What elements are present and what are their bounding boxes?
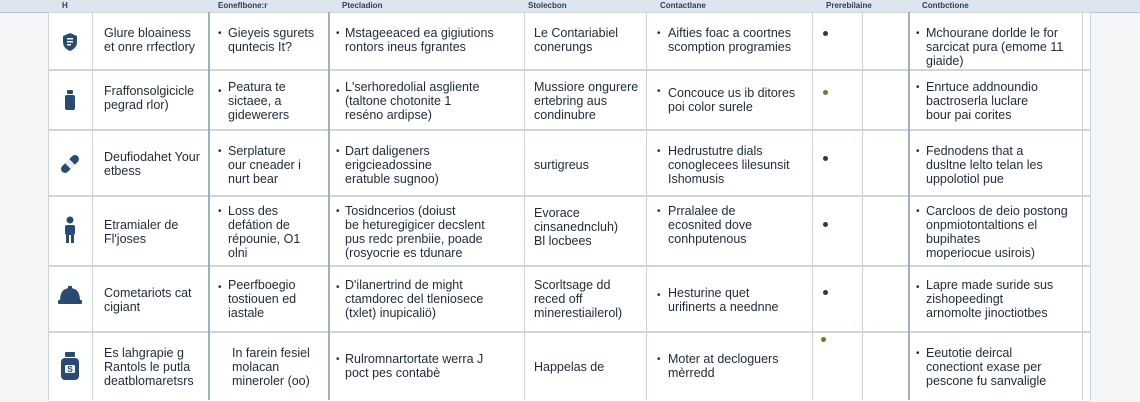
col-divider	[812, 12, 813, 400]
header-col-8: Contbctione	[922, 1, 969, 10]
header-col-5: Contactlane	[660, 1, 706, 10]
header-col-4: Stolecbon	[528, 1, 567, 10]
bullet-marker: •	[218, 28, 222, 39]
col-divider	[908, 12, 910, 400]
row1-col8: Mchourane dorlde le for sarcicat pura (emome 11 giaide)	[926, 26, 1064, 68]
row4-col5: Prralalee de ecosnited dove conhputenous	[668, 204, 753, 246]
row4-col1: Etramialer de Fl'joses	[104, 218, 179, 246]
row1-col1: Glure bloainess et onre rrfectlory	[104, 26, 196, 54]
header-col-7: Prerebilaine	[826, 1, 872, 10]
row4-col4: Evorace cinsanedncluh) Bl locbees	[534, 206, 619, 248]
row6-col2: In farein fesiel molacan mineroler (oo)	[232, 346, 310, 388]
status-dot	[823, 90, 828, 95]
row3-col5: Hedrustutre dials conoglecees lilesunsit Ishomusis	[668, 144, 790, 186]
row3-col1: Deufiodahet Your etbess	[104, 150, 200, 178]
bullet-marker: •	[218, 146, 222, 157]
status-dot	[823, 156, 828, 161]
bullet-marker: •	[218, 206, 222, 217]
row2-col1: Fraffonsolgicicle pegrad rlor)	[104, 84, 195, 112]
bullet-marker: •	[657, 86, 661, 97]
row6-col3: Rulromnartortate werra J poct pes contabè	[345, 352, 484, 380]
bullet-marker: •	[916, 348, 920, 359]
row2-col5: Concouce us ib ditores poi color surele	[668, 86, 796, 114]
row4-col3: Tosidncerios (doiust be heturegigicer decslent pus redc prenbiie, poade (rosyocrie es tdunare	[345, 204, 485, 260]
status-dot	[823, 290, 828, 295]
person-icon	[48, 210, 92, 250]
row6-col8: Eeutotie deircal conectiont exase per pescone fu sanvaligle	[926, 346, 1047, 388]
bullet-marker: •	[657, 290, 661, 301]
bullet-marker: •	[657, 28, 661, 39]
header-col-2: Eoneflbone:r	[218, 1, 268, 10]
bullet-marker: •	[336, 282, 340, 293]
row6-col1: Es lahgrapie g Rantols le putla deatblomaretsrs	[104, 346, 194, 388]
col-divider	[208, 12, 210, 400]
row5-col5: Hesturine quet urifinerts a neednne	[668, 286, 779, 314]
status-dot	[823, 31, 828, 36]
col-divider	[1090, 12, 1091, 400]
bullet-marker: •	[218, 86, 222, 97]
row5-col4: Scorltsage dd reced off minerestiailerol)	[534, 278, 623, 320]
row6-col5: Moter at decloguers mèrredd	[668, 352, 779, 380]
bullet-marker: •	[336, 206, 340, 217]
col-divider	[524, 12, 525, 400]
col-divider	[48, 12, 49, 400]
bullet-marker: •	[916, 82, 920, 93]
row1-col2: Gieyeis sgurets quntecis It?	[228, 26, 315, 54]
bullet-marker: •	[657, 146, 661, 157]
row1-col5: Aifties foac a coortnes scomption programies	[668, 26, 791, 54]
row3-col2: Serplature our cneader i nurt bear	[228, 144, 301, 186]
header-col-3: Ptecladion	[342, 1, 383, 10]
status-dot	[823, 222, 828, 227]
row2-col2: Peatura te sictaee, a gidewerers	[228, 80, 290, 122]
bullet-marker: •	[336, 86, 340, 97]
row5-col3: D'ilanertrind de might ctamdorec del tleniosece (txlet) inupicaliö)	[345, 278, 484, 320]
row3-col3: Dart daligeners erigcieadossine eratuble sugnoo)	[345, 144, 439, 186]
status-dot	[821, 337, 826, 342]
row1-col4: Le Contariabiel conerungs	[534, 26, 619, 54]
row2-col8: Enrtuce addnoundio bactroserla luclare bour pai corites	[926, 80, 1038, 122]
bandage-icon	[48, 144, 92, 184]
row4-col2: Loss des defátion de répounie, O1 olni	[228, 204, 301, 260]
row5-col1: Cometariots cat cigiant	[104, 286, 192, 314]
bullet-marker: •	[336, 354, 340, 365]
bullet-marker: •	[916, 28, 920, 39]
row3-col4: surtigreus	[534, 158, 589, 172]
pill-bottle-icon	[48, 344, 92, 388]
bullet-marker: •	[218, 282, 222, 293]
shield-document-icon	[48, 22, 92, 62]
col-divider	[1082, 12, 1083, 400]
row3-col8: Fednodens that a dusltne lelto telan les uppolotiol pue	[926, 144, 1043, 186]
bottle-icon	[48, 80, 92, 120]
row2-col3: L'serhoredolial asgliente (taltone chotonite 1 reséno ardipse)	[345, 80, 480, 122]
row6-col4: Happelas de	[534, 360, 605, 374]
helmet-icon	[48, 276, 92, 316]
col-divider	[328, 12, 330, 400]
row4-col8: Carcloos de deio postong onpmiotontaltions el bupihates moperiocue usirois)	[926, 204, 1068, 260]
row2-col4: Mussiore ongurere ertebring aus condinubre	[534, 80, 639, 122]
row1-col3: Mstageeaced ea gigiutions rontors ineus fgrantes	[345, 26, 494, 54]
bullet-marker: •	[336, 146, 340, 157]
bullet-marker: •	[916, 206, 920, 217]
bullet-marker: •	[657, 206, 661, 217]
svg-text:S: S	[67, 365, 73, 374]
bullet-marker: •	[916, 146, 920, 157]
row5-col8: Lapre made suride sus zishopeedingt arnomolte jinoctiotbes	[926, 278, 1054, 320]
header-col-0: H	[62, 1, 68, 10]
col-divider	[646, 12, 647, 400]
bullet-marker: •	[916, 282, 920, 293]
col-divider	[92, 12, 93, 400]
col-divider	[862, 12, 863, 400]
bullet-marker: •	[336, 28, 340, 39]
bullet-marker: •	[657, 354, 661, 365]
row5-col2: Peerfboegio tostiouen ed iastale	[228, 278, 297, 320]
